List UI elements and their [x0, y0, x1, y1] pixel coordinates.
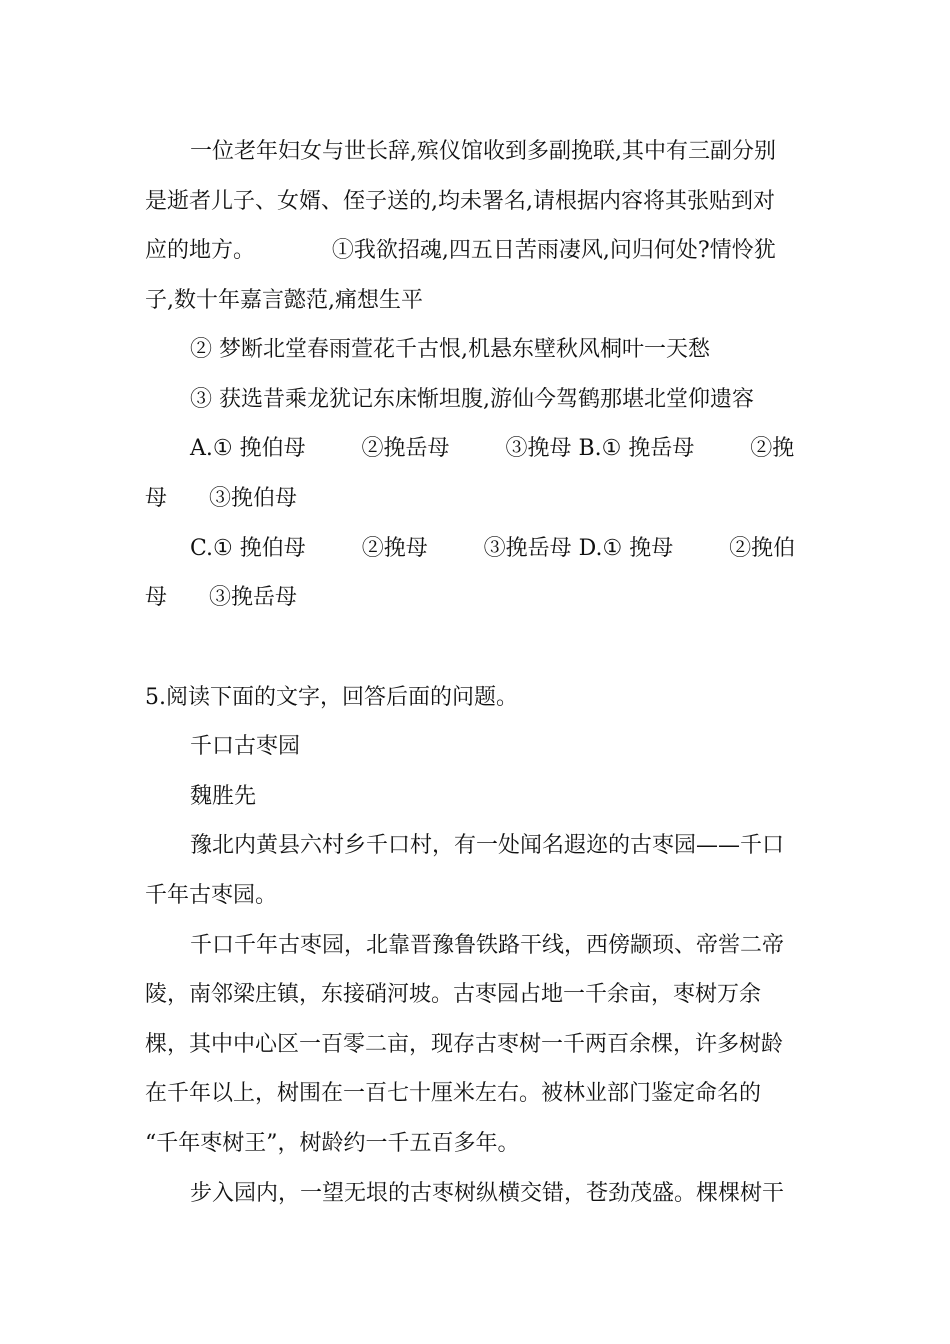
paragraph-2-line-2: 陵，南邻梁庄镇，东接硝河坡。古枣园占地一千余亩，枣树万余 — [145, 982, 762, 1007]
article-title: 千口古枣园 — [190, 734, 301, 759]
paragraph-1-line-1: 豫北内黄县六村乡千口村，有一处闻名遐迩的古枣园——千口 — [190, 833, 785, 858]
paragraph-2-line-5: “千年枣树王”，树龄约一千五百多年。 — [145, 1131, 520, 1156]
q4-intro-line-4: 子,数十年嘉言懿范,痛想生平 — [145, 288, 423, 313]
q4-intro-line-3: 应的地方。 ①我欲招魂,四五日苦雨凄风,问归何处?情怜犹 — [145, 238, 776, 263]
q4-options-ab-line-2: 母 ③挽伯母 — [145, 486, 297, 511]
paragraph-3-line-1: 步入园内，一望无垠的古枣树纵横交错，苍劲茂盛。棵棵树干 — [190, 1181, 785, 1206]
q4-options-cd-line-2: 母 ③挽岳母 — [145, 585, 297, 610]
paragraph-2-line-3: 棵，其中中心区一百零二亩，现存古枣树一千两百余棵，许多树龄 — [145, 1032, 784, 1057]
paragraph-1-line-2: 千年古枣园。 — [145, 883, 278, 908]
paragraph-2-line-4: 在千年以上，树围在一百七十厘米左右。被林业部门鉴定命名的 — [145, 1081, 762, 1106]
article-author: 魏胜先 — [190, 784, 257, 809]
paragraph-2-line-1: 千口千年古枣园，北靠晋豫鲁铁路干线，西傍颛顼、帝喾二帝 — [190, 933, 785, 958]
q4-options-ab-line-1: A.① 挽伯母 ②挽岳母 ③挽母 B.① 挽岳母 ②挽 — [190, 436, 795, 461]
q4-intro-line-2: 是逝者儿子、女婿、侄子送的,均未署名,请根据内容将其张贴到对 — [145, 189, 775, 214]
q4-couplet-3: ③ 获选昔乘龙犹记东床惭坦腹,游仙今驾鹤那堪北堂仰遗容 — [190, 387, 754, 412]
q4-intro-line-1: 一位老年妇女与世长辞,殡仪馆收到多副挽联,其中有三副分别 — [190, 139, 776, 164]
q5-heading: 5.阅读下面的文字，回答后面的问题。 — [145, 685, 518, 710]
q4-options-cd-line-1: C.① 挽伯母 ②挽母 ③挽岳母 D.① 挽母 ②挽伯 — [190, 536, 796, 561]
q4-couplet-2: ② 梦断北堂春雨萱花千古恨,机悬东壁秋风桐叶一天愁 — [190, 337, 710, 362]
